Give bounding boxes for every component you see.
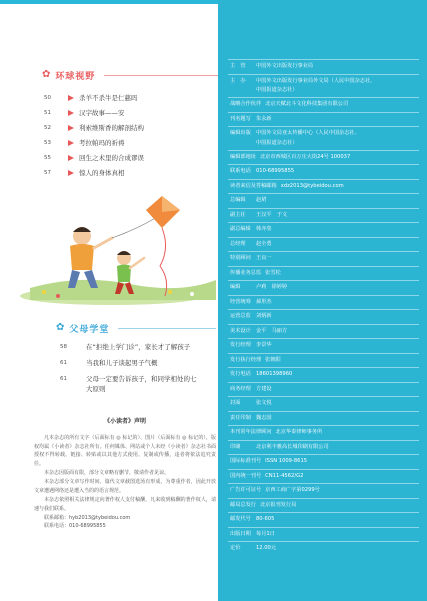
masthead-value: 北京华泰律师事务所 bbox=[275, 429, 323, 435]
flower-icon: ✿ bbox=[42, 69, 51, 80]
masthead-divider bbox=[228, 512, 419, 513]
masthead-value: 12.00元 bbox=[256, 545, 277, 551]
masthead-entry bbox=[230, 100, 420, 109]
masthead-divider bbox=[228, 237, 419, 238]
masthead-divider bbox=[228, 59, 419, 60]
masthead-label: 美术设计 bbox=[230, 327, 251, 334]
toc-page-number: 58 bbox=[60, 344, 67, 350]
masthead-entry bbox=[230, 225, 420, 234]
section-rule bbox=[104, 75, 218, 76]
masthead-value: 80-605 bbox=[256, 516, 275, 522]
masthead-entry bbox=[230, 153, 420, 162]
toc-list-parents bbox=[60, 342, 210, 400]
masthead-value: 北京天赋北斗文化科技集团有限公司 bbox=[265, 101, 349, 107]
masthead-entry bbox=[230, 269, 420, 278]
masthead-entry bbox=[230, 472, 420, 481]
masthead-value: 金平 马丽方 bbox=[256, 327, 288, 334]
toc-title: 在“拒绝上学门诊”，家长才了解孩子 bbox=[86, 343, 191, 351]
masthead-value: 李景华 bbox=[256, 342, 272, 348]
masthead-entry bbox=[230, 167, 420, 176]
contact-email: 联系邮箱：hyb2013@tybeidou.com bbox=[44, 515, 131, 522]
masthead-label: 邮发代号 bbox=[230, 516, 251, 522]
masthead-divider bbox=[228, 498, 419, 499]
section-title: 环球视野 bbox=[55, 71, 96, 82]
masthead-entry bbox=[230, 115, 420, 124]
masthead-label: 商务经理 bbox=[230, 385, 251, 392]
masthead-divider bbox=[228, 295, 419, 296]
section-header-world bbox=[42, 67, 218, 83]
masthead-entry bbox=[230, 327, 420, 336]
masthead-label: 传播业务总监 bbox=[230, 269, 262, 276]
masthead-label: 刊名题写 bbox=[230, 115, 251, 122]
notice-paragraph: 凡本杂志的所有文字（后面标有 ◎ 标记的）、图片（后面标有 ◎ 标记的），版权均属《小读者》杂志社所有。任何媒体、网站或个人未经《小读者》杂志社书面授权不得转载、链接、转贴或以其他方式使用。复制或传播，违者将依法追究责任。 bbox=[34, 435, 216, 467]
masthead-divider bbox=[228, 367, 419, 368]
masthead-label: 出版日期 bbox=[230, 530, 251, 537]
masthead-entry bbox=[230, 414, 420, 423]
masthead-divider bbox=[228, 396, 419, 397]
toc-page-number: 50 bbox=[44, 94, 51, 101]
masthead-entry bbox=[230, 129, 420, 138]
masthead-value: 朱永新 bbox=[256, 115, 272, 122]
masthead-entry bbox=[230, 428, 420, 437]
masthead-value: 中国报道杂志社） bbox=[256, 87, 298, 93]
masthead-entry bbox=[230, 77, 420, 86]
toc-item[interactable] bbox=[44, 150, 214, 165]
separator-triangle-icon bbox=[68, 140, 74, 146]
masthead-entry bbox=[230, 139, 420, 148]
masthead-entry bbox=[230, 443, 420, 452]
masthead-value: 北京报刊发行局 bbox=[259, 501, 297, 508]
masthead-value: 赵全勇 bbox=[256, 240, 272, 247]
separator-triangle-icon bbox=[68, 110, 74, 116]
masthead-entry bbox=[230, 486, 420, 495]
masthead-label: 编辑部地址 bbox=[230, 153, 256, 160]
masthead-divider bbox=[228, 411, 419, 412]
masthead-label: 编辑出版 bbox=[230, 130, 251, 136]
toc-title: 利索维斯香的解剖结构 bbox=[79, 124, 144, 132]
masthead-divider bbox=[228, 208, 419, 209]
masthead-entry bbox=[230, 62, 420, 71]
masthead-value: 魏志国 bbox=[256, 414, 272, 421]
masthead-value: 赵珺 bbox=[256, 197, 267, 203]
masthead-value: 每月1日 bbox=[256, 530, 275, 537]
masthead-label: 主 管 bbox=[230, 63, 246, 69]
masthead-divider bbox=[228, 112, 419, 113]
section-title: 父母学堂 bbox=[69, 324, 110, 335]
masthead-divider bbox=[228, 74, 419, 75]
masthead-value: ISSN 1009-8615 bbox=[265, 458, 308, 464]
masthead-entry bbox=[230, 312, 420, 321]
masthead-label: 读者来信及答稿邮箱 bbox=[230, 182, 277, 189]
masthead-divider bbox=[228, 150, 419, 151]
copyright-notice bbox=[34, 418, 216, 531]
section-header-parents bbox=[56, 320, 216, 336]
masthead-value: 北京利丰雅高长城印刷有限公司 bbox=[256, 443, 329, 450]
masthead-divider bbox=[228, 440, 419, 441]
masthead-divider bbox=[228, 179, 419, 180]
masthead-label: 副主任 bbox=[230, 211, 246, 218]
masthead-value: 中国报道杂志社） bbox=[256, 139, 298, 146]
toc-title: 惊人的身体真相 bbox=[79, 169, 125, 177]
masthead-divider bbox=[228, 425, 419, 426]
masthead-entry bbox=[230, 341, 420, 350]
toc-page-number: 52 bbox=[44, 124, 51, 131]
masthead-divider bbox=[228, 126, 419, 127]
notice-title: 《小读者》声明 bbox=[103, 418, 146, 425]
masthead-entry bbox=[230, 182, 420, 191]
masthead-divider bbox=[228, 193, 419, 194]
masthead-value: 中国外文出版发行事业局外文局（人民中国杂志社， bbox=[256, 77, 376, 84]
masthead-label: 经营统筹 bbox=[230, 298, 251, 305]
masthead-label: 运营总监 bbox=[230, 313, 251, 319]
separator-triangle-icon bbox=[68, 125, 74, 131]
masthead-value: 王良一 bbox=[256, 255, 272, 261]
masthead-label: 总经理 bbox=[230, 240, 246, 247]
separator-triangle-icon bbox=[68, 155, 74, 161]
masthead-entry bbox=[230, 196, 420, 205]
masthead-label: 总编辑 bbox=[230, 197, 246, 203]
masthead-value: 010-68995855 bbox=[256, 168, 295, 174]
masthead-value: xdz2013@tybeidou.com bbox=[280, 182, 344, 189]
toc-title: 当我和儿子谈起男子气概 bbox=[86, 359, 158, 367]
masthead-value: 郝彤杰 bbox=[256, 298, 272, 305]
masthead-label: 邮局总发行 bbox=[230, 501, 256, 508]
masthead-value: CN11-4562/G2 bbox=[265, 472, 304, 479]
kite-flying-illustration bbox=[20, 188, 216, 306]
toc-page-number: 51 bbox=[44, 109, 51, 116]
masthead-label: 本刊常年法律顾问 bbox=[230, 429, 272, 435]
masthead-value: 张文悦 bbox=[256, 400, 272, 406]
masthead-divider bbox=[228, 309, 419, 310]
separator-triangle-icon bbox=[68, 170, 74, 176]
masthead-divider bbox=[228, 266, 419, 267]
masthead-label: 联系电话 bbox=[230, 168, 251, 174]
masthead-label: 封面 bbox=[230, 400, 241, 406]
toc-page-number: 55 bbox=[44, 154, 51, 161]
masthead-divider bbox=[228, 469, 419, 470]
masthead-divider bbox=[228, 527, 419, 528]
masthead-entry bbox=[230, 370, 420, 379]
masthead-value: 张朝阳 bbox=[265, 356, 281, 363]
toc-page-number: 53 bbox=[44, 139, 51, 146]
masthead-label: 特别顾问 bbox=[230, 255, 251, 261]
masthead-label: 国内统一刊号 bbox=[230, 472, 262, 479]
top-accent-strip bbox=[0, 0, 218, 4]
notice-paragraph: 本杂志依照相关法律规定向著作权人支付稿酬，凡来收到稿酬的著作权人，请速与我们联系。 bbox=[34, 497, 216, 512]
toc-item[interactable] bbox=[44, 90, 214, 105]
masthead-entry bbox=[230, 457, 420, 466]
masthead-value: 18601398960 bbox=[256, 371, 293, 377]
masthead-divider bbox=[228, 251, 419, 252]
toc-title: 父母一定要告诉孩子，和同学相处的七大原则 bbox=[86, 375, 197, 393]
toc-title: 回生之术里的合成谬误 bbox=[79, 154, 144, 162]
masthead-value: 方建设 bbox=[256, 385, 272, 392]
masthead-label: 发行电话 bbox=[230, 371, 251, 377]
toc-title: 汉字故事——安 bbox=[79, 109, 125, 117]
masthead-value: 中国外文出版发行事业局 bbox=[256, 63, 314, 69]
masthead-entry bbox=[230, 240, 420, 249]
masthead-divider bbox=[228, 353, 419, 354]
toc-item[interactable] bbox=[60, 374, 210, 394]
masthead-divider bbox=[228, 324, 419, 325]
masthead-entry bbox=[230, 385, 420, 394]
masthead-divider bbox=[228, 541, 419, 542]
kite bbox=[146, 196, 180, 296]
toc-list-world bbox=[44, 90, 214, 180]
masthead-entry bbox=[230, 211, 420, 220]
notice-paragraph: 本杂志因版面有限，部分文章略有删节，敬请作者见谅。 bbox=[44, 470, 170, 477]
masthead-label: 国际标准刊号 bbox=[230, 458, 262, 464]
masthead-label: 印刷 bbox=[230, 443, 241, 450]
masthead-label: 责任印制 bbox=[230, 414, 251, 421]
masthead-entry bbox=[230, 515, 420, 524]
flower-icon: ✿ bbox=[56, 322, 65, 333]
masthead-entry bbox=[230, 501, 420, 510]
masthead-value: 韩亦垒 bbox=[256, 226, 272, 232]
toc-item[interactable] bbox=[44, 135, 214, 150]
masthead-label: 发行经理 bbox=[230, 342, 251, 348]
masthead-label: 战略合作伙伴 bbox=[230, 101, 262, 107]
toc-title: 考拉帕玛的祈祷 bbox=[79, 139, 125, 147]
masthead-label: 广告许可证号 bbox=[230, 487, 262, 493]
masthead-divider bbox=[228, 454, 419, 455]
masthead-value: 中国外文局亚太传播中心（人民中国杂志社、 bbox=[256, 130, 360, 136]
toc-item[interactable] bbox=[44, 165, 214, 180]
masthead-entry bbox=[230, 254, 420, 263]
separator-triangle-icon bbox=[68, 95, 74, 101]
toc-item[interactable] bbox=[44, 120, 214, 135]
toc-item[interactable] bbox=[60, 358, 210, 368]
masthead-entry bbox=[230, 399, 420, 408]
masthead-value: 北京市西城区百万庄大街24号 100037 bbox=[259, 153, 351, 160]
toc-item[interactable] bbox=[60, 342, 210, 352]
masthead-label: 主 办 bbox=[230, 77, 246, 84]
section-rule bbox=[118, 328, 216, 329]
masthead-entry bbox=[230, 544, 420, 553]
masthead-divider bbox=[228, 483, 419, 484]
masthead-entry bbox=[230, 86, 420, 95]
masthead-label: 发行执行经理 bbox=[230, 356, 262, 363]
masthead-value: 刘炳新 bbox=[256, 313, 272, 319]
masthead-divider bbox=[228, 338, 419, 339]
masthead-label: 编辑 bbox=[230, 284, 241, 290]
contact-phone: 联系电话：010-68995855 bbox=[44, 523, 106, 530]
father-figure bbox=[68, 227, 112, 288]
masthead-divider bbox=[228, 382, 419, 383]
toc-page-number: 61 bbox=[60, 376, 67, 382]
toc-item[interactable] bbox=[44, 105, 214, 120]
masthead-label: 副总编辑 bbox=[230, 226, 251, 232]
masthead-divider bbox=[228, 222, 419, 223]
masthead-value: 卢莉 徐婷婷 bbox=[256, 284, 288, 290]
notice-paragraph: 本杂志部分文章写作时间、篇代文章截图选汤有形成，为尊重作者，因此开放文章遭遇网络还是遭入当的的语言规范。 bbox=[34, 479, 216, 494]
masthead-label: 定价 bbox=[230, 545, 241, 551]
masthead-entry bbox=[230, 530, 420, 539]
masthead-divider bbox=[228, 164, 419, 165]
masthead-entry bbox=[230, 356, 420, 365]
masthead-value: 王汉平 于文 bbox=[256, 211, 288, 218]
masthead-divider bbox=[228, 280, 419, 281]
toc-title: 杀羊不杀牛是仁慈吗 bbox=[79, 94, 138, 102]
masthead-divider bbox=[228, 97, 419, 98]
toc-page-number: 57 bbox=[44, 169, 51, 176]
masthead-value: 张雪松 bbox=[265, 269, 281, 276]
masthead-panel bbox=[218, 0, 427, 601]
masthead-entry bbox=[230, 283, 420, 292]
masthead-value: 京西工商广字第0299号 bbox=[265, 487, 320, 493]
toc-page-number: 61 bbox=[60, 360, 67, 366]
masthead-entry bbox=[230, 298, 420, 307]
